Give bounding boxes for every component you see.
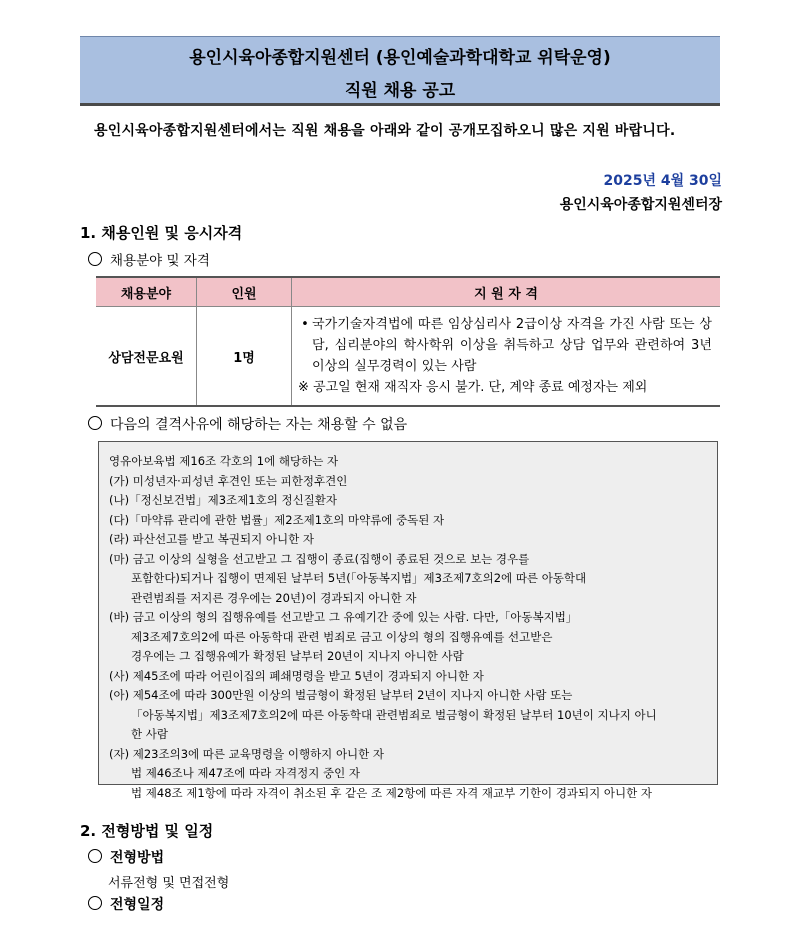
subsection-method [88, 847, 164, 867]
list-item: 제3조제7호의2에 따른 아동학대 관련 범죄로 금고 이상의 형의 집행유예를 선고받은 [131, 629, 553, 644]
cell-field: 상담전문요원 [96, 307, 197, 407]
intro-paragraph: 용인시육아종합지원센터에서는 직원 채용을 아래와 같이 공개모집하오니 많은 지원 바랍니다. [94, 123, 676, 139]
cell-count: 1명 [197, 307, 292, 407]
header-count: 인원 [197, 277, 292, 307]
qualification-main: 국가기술자격법에 따른 임상심리사 2급이상 자격을 가진 사람 또는 상담, 심리분야의 학사학위 이상을 취득하고 상담 업무와 관련하여 3년 이상의 실무경력이 있는 사람 [312, 317, 712, 374]
circle-bullet-icon [88, 849, 102, 863]
method-text: 서류전형 및 면접전형 [108, 876, 230, 891]
table-header-row [96, 277, 720, 307]
list-item: 포함한다)되거나 집행이 면제된 날부터 5년(「아동복지법」제3조제7호의2에 따른 아동학대 [131, 571, 587, 585]
subsection-field-qualification [88, 249, 210, 269]
table-row [96, 307, 720, 407]
disq-intro: 영유아보육법 제16조 각호의 1에 해당하는 자 [109, 454, 339, 468]
list-item: (나)「정신보건법」제3조제1호의 정신질환자 [109, 493, 338, 507]
list-item: 법 제48조 제1항에 따라 자격이 취소된 후 같은 조 제2항에 따른 자격 재교부 기한이 경과되지 아니한 자 [131, 785, 653, 800]
header-field: 채용분야 [96, 277, 197, 307]
list-item: (마) 금고 이상의 실형을 선고받고 그 집행이 종료(집행이 종료된 것으로 보는 경우를 [109, 551, 530, 566]
list-item: (사) 제45조에 따라 어린이집의 폐쇄명령을 받고 5년이 경과되지 아니한 자 [109, 668, 484, 683]
list-item: 법 제46조나 제47조에 따라 자격정지 중인 자 [131, 766, 360, 780]
subsection-label: 채용분야 및 자격 [110, 253, 210, 269]
list-item: 한 사람 [131, 727, 168, 741]
title-line2: 직원 채용 공고 [344, 81, 456, 101]
list-item: (바) 금고 이상의 형의 집행유예를 선고받고 그 유예기간 중에 있는 사람. 다만,「아동복지법」 [109, 610, 578, 624]
qualification-note: ※ 공고일 현재 재직자 응시 불가. 단, 계약 종료 예정자는 제외 [298, 380, 648, 395]
requirements-table [96, 276, 720, 407]
subsection-label: 전형방법 [110, 850, 165, 866]
list-item: (아) 제54조에 따라 300만원 이상의 벌금형이 확정된 날부터 2년이 지나지 아니한 사람 또는 [109, 688, 573, 702]
list-item: (다)「마약류 관리에 관한 법률」제2조제1호의 마약류에 중독된 자 [109, 512, 445, 527]
section2-heading: 2. 전형방법 및 일정 [80, 822, 214, 840]
subsection-label: 다음의 결격사유에 해당하는 자는 채용할 수 없음 [110, 417, 408, 433]
subsection-schedule [88, 894, 164, 914]
list-item: (자) 제23조의3에 따른 교육명령을 이행하지 아니한 자 [109, 746, 385, 761]
cell-qualification [292, 307, 721, 407]
bullet-icon: • [301, 317, 309, 332]
circle-bullet-icon [88, 896, 102, 910]
subsection-label: 전형일정 [110, 897, 165, 913]
list-item: 「아동복지법」제3조제7호의2에 따른 아동학대 관련범죄로 벌금형이 확정된 날부터 10년이 지나지 아니 [131, 707, 657, 722]
issuer-name: 용인시육아종합지원센터장 [559, 197, 722, 213]
title-banner [80, 36, 720, 106]
list-item: (가) 미성년자·피성년 후견인 또는 피한정후견인 [109, 473, 348, 488]
list-item: 경우에는 그 집행유예가 확정된 날부터 20년이 지나지 아니한 사람 [131, 649, 464, 663]
list-item: 관련범죄를 저지른 경우에는 20년)이 경과되지 아니한 자 [131, 590, 417, 605]
circle-bullet-icon [88, 416, 102, 430]
list-item: (라) 파산선고를 받고 복권되지 아니한 자 [109, 532, 314, 546]
header-qualification: 지 원 자 격 [292, 277, 721, 307]
section1-heading: 1. 채용인원 및 응시자격 [80, 224, 243, 242]
announcement-date: 2025년 4월 30일 [603, 173, 722, 189]
title-line1: 용인시육아종합지원센터 (용인예술과학대학교 위탁운영) [189, 48, 611, 68]
subsection-disqualification [88, 414, 407, 434]
disqualification-box [98, 441, 718, 800]
circle-bullet-icon [88, 252, 102, 266]
